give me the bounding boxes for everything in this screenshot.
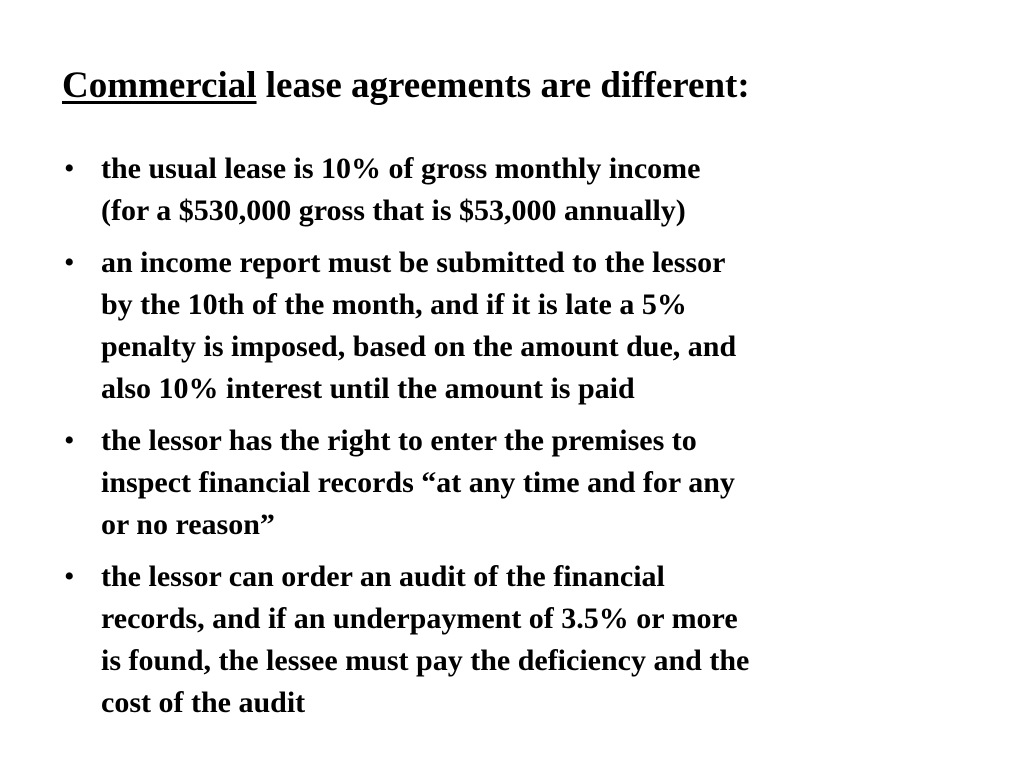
bullet-icon: • [64, 560, 75, 593]
bullet-item [62, 420, 1002, 546]
bullet-text: the lessor has the right to enter the premises to inspect financial records “at any time and for any or no reason” [101, 424, 735, 541]
title-rest: lease agreements are different: [256, 65, 750, 106]
bullet-item [62, 148, 1002, 232]
bullet-item [62, 242, 1002, 410]
bullet-text: the lessor can order an audit of the financial records, and if an underpayment of 3.5% or more is found, the lessee must pay the deficiency and the cost of the audit [101, 560, 750, 719]
bullet-text: the usual lease is 10% of gross monthly income (for a $530,000 gross that is $53,000 annually) [101, 152, 701, 227]
slide-title [62, 64, 750, 108]
bullet-icon: • [64, 424, 75, 457]
bullet-text: an income report must be submitted to the lessor by the 10th of the month, and if it is late a 5% penalty is imposed, based on the amount due, and also 10% interest until the amount is paid [101, 246, 737, 405]
bullet-icon: • [64, 246, 75, 279]
bullet-item [62, 556, 1002, 724]
bullet-icon: • [64, 152, 75, 185]
bullet-list [62, 148, 1002, 734]
title-underlined-word: Commercial [62, 65, 257, 106]
